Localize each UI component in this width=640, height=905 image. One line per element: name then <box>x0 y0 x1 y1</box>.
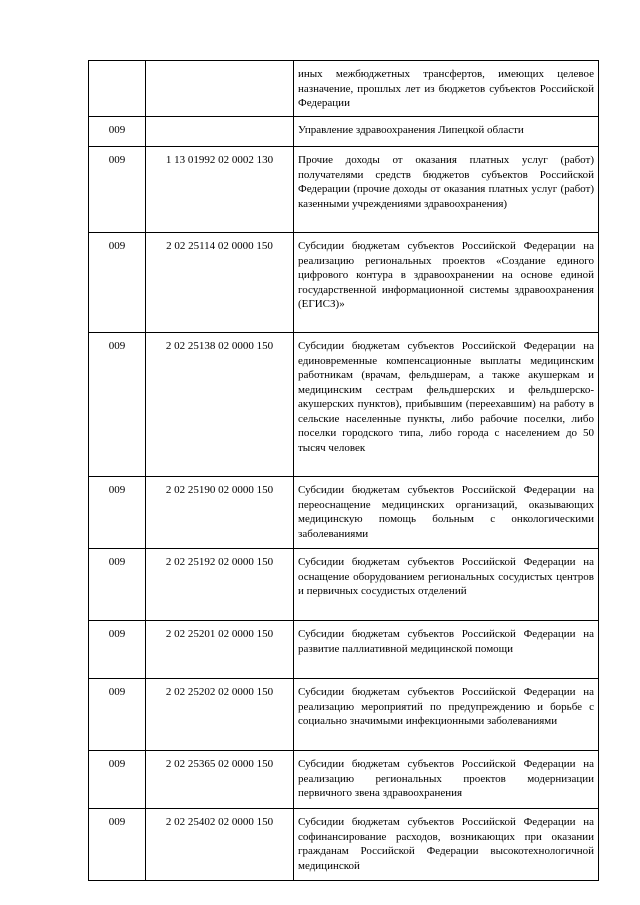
table-row <box>89 61 599 117</box>
table-row <box>89 621 599 679</box>
admin-code-cell: 009 <box>89 751 146 809</box>
budget-code-cell: 2 02 25190 02 0000 150 <box>146 477 294 549</box>
table-row <box>89 233 599 333</box>
income-name-cell: Субсидии бюджетам субъектов Российской Федерации на оснащение оборудованием региональных сосудистых центров и первичных сосудистых отделений <box>294 549 599 621</box>
admin-code-cell: 009 <box>89 621 146 679</box>
admin-code-cell: 009 <box>89 679 146 751</box>
admin-code-cell: 009 <box>89 147 146 233</box>
admin-code-cell: 009 <box>89 549 146 621</box>
table-row <box>89 333 599 477</box>
income-name-cell: Субсидии бюджетам субъектов Российской Федерации на единовременные компенсационные выплаты медицинским работникам (врачам, фельдшерам, а также акушеркам и медицинским сестрам фельдшерских и фельдшерско-акушерских пунктов), прибывшим (переехавшим) на работу в сельские населенные пункты, либо рабочие поселки, либо поселки городского типа, либо города с населением до 50 тысяч человек <box>294 333 599 477</box>
budget-code-cell: 2 02 25192 02 0000 150 <box>146 549 294 621</box>
budget-classification-table <box>88 60 599 881</box>
budget-code-cell: 2 02 25202 02 0000 150 <box>146 679 294 751</box>
table-row <box>89 809 599 881</box>
income-name-cell: Субсидии бюджетам субъектов Российской Федерации на развитие паллиативной медицинской помощи <box>294 621 599 679</box>
budget-code-cell: 2 02 25138 02 0000 150 <box>146 333 294 477</box>
income-name-cell: Управление здравоохранения Липецкой области <box>294 117 599 147</box>
budget-code-cell: 2 02 25201 02 0000 150 <box>146 621 294 679</box>
budget-code-cell: 2 02 25114 02 0000 150 <box>146 233 294 333</box>
budget-code-cell <box>146 117 294 147</box>
income-name-cell: Субсидии бюджетам субъектов Российской Федерации на софинансирование расходов, возникающих при оказании гражданам Российской Федерации высокотехнологичной медицинской <box>294 809 599 881</box>
table-row <box>89 751 599 809</box>
table-row <box>89 147 599 233</box>
budget-code-cell <box>146 61 294 117</box>
admin-code-cell: 009 <box>89 333 146 477</box>
income-name-cell: Субсидии бюджетам субъектов Российской Федерации на реализацию региональных проектов «Создание единого цифрового контура в здравоохранении на основе единой государственной информационной системы здравоохранения (ЕГИСЗ)» <box>294 233 599 333</box>
admin-code-cell <box>89 61 146 117</box>
table-row <box>89 477 599 549</box>
table-row <box>89 549 599 621</box>
admin-code-cell: 009 <box>89 809 146 881</box>
budget-code-cell: 2 02 25365 02 0000 150 <box>146 751 294 809</box>
income-name-cell: иных межбюджетных трансфертов, имеющих целевое назначение, прошлых лет из бюджетов субъектов Российской Федерации <box>294 61 599 117</box>
admin-code-cell: 009 <box>89 477 146 549</box>
income-name-cell: Субсидии бюджетам субъектов Российской Федерации на реализацию региональных проектов модернизации первичного звена здравоохранения <box>294 751 599 809</box>
admin-code-cell: 009 <box>89 233 146 333</box>
income-name-cell: Субсидии бюджетам субъектов Российской Федерации на реализацию мероприятий по предупреждению и борьбе с социально значимыми инфекционными заболеваниями <box>294 679 599 751</box>
income-name-cell: Прочие доходы от оказания платных услуг (работ) получателями средств бюджетов субъектов Российской Федерации (прочие доходы от оказания платных услуг (работ) казенными учреждениями здравоохранения) <box>294 147 599 233</box>
table-row <box>89 679 599 751</box>
budget-code-cell: 1 13 01992 02 0002 130 <box>146 147 294 233</box>
admin-code-cell: 009 <box>89 117 146 147</box>
income-name-cell: Субсидии бюджетам субъектов Российской Федерации на переоснащение медицинских организаций, оказывающих медицинскую помощь больным с онкологическими заболеваниями <box>294 477 599 549</box>
table-row <box>89 117 599 147</box>
budget-code-cell: 2 02 25402 02 0000 150 <box>146 809 294 881</box>
